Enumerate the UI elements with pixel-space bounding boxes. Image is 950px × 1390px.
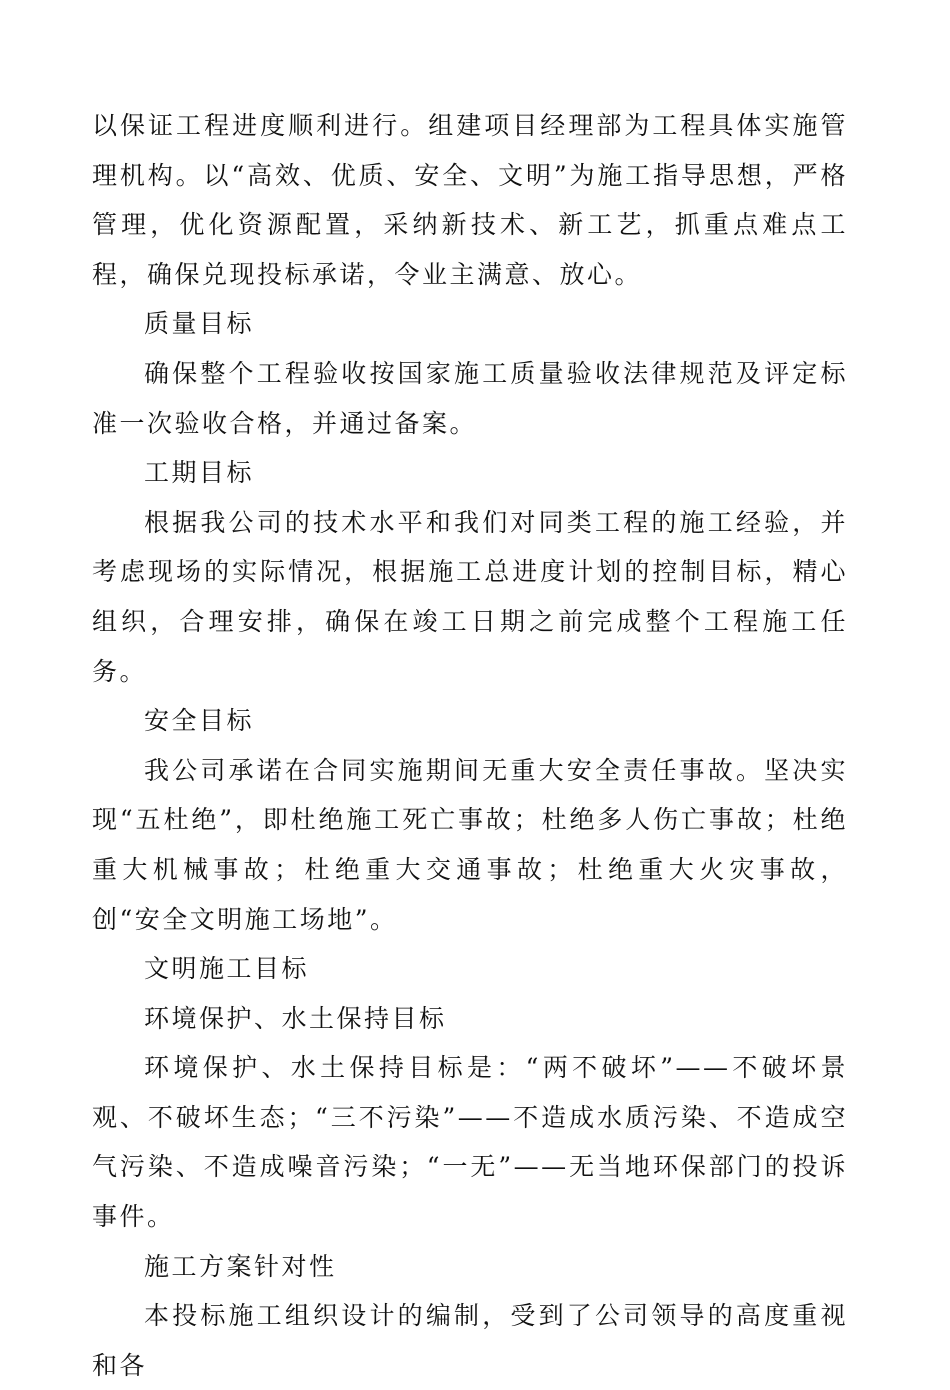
heading-schedule-target: 工期目标 [144, 458, 255, 488]
heading-construction-plan: 施工方案针对性 [144, 1251, 337, 1281]
paragraph-safety-target: 我公司承诺在合同实施期间无重大安全责任事故。坚决实现“五杜绝”，即杜绝施工死亡事故；杜绝多人伤亡事故；杜绝重大机械事故；杜绝重大交通事故；杜绝重大火灾事故，创“安全文明施工场地”。 [92, 755, 848, 934]
heading-environment-target: 环境保护、水土保持目标 [144, 1003, 447, 1033]
paragraph-intro: 以保证工程进度顺利进行。组建项目经理部为工程具体实施管理机构。以“高效、优质、安全、文明”为施工指导思想，严格管理，优化资源配置，采纳新技术、新工艺，抓重点难点工程，确保兑现投标承诺，令业主满意、放心。 [92, 111, 848, 289]
heading-safety-target: 安全目标 [144, 706, 255, 736]
heading-quality-target: 质量目标 [144, 309, 255, 339]
heading-civilized-construction-target: 文明施工目标 [144, 954, 310, 984]
document-body [92, 101, 848, 1390]
paragraph-quality-target: 确保整个工程验收按国家施工质量验收法律规范及评定标准一次验收合格，并通过备案。 [92, 358, 848, 438]
paragraph-construction-plan: 本投标施工组织设计的编制，受到了公司领导的高度重视和各 [92, 1301, 848, 1380]
paragraph-environment-target: 环境保护、水土保持目标是：“两不破坏”——不破坏景观、不破坏生态；“三不污染”——不造成水质污染、不造成空气污染、不造成噪音污染；“一无”——无当地环保部门的投诉事件。 [92, 1053, 848, 1232]
paragraph-schedule-target: 根据我公司的技术水平和我们对同类工程的施工经验，并考虑现场的实际情况，根据施工总进度计划的控制目标，精心组织，合理安排，确保在竣工日期之前完成整个工程施工任务。 [92, 507, 848, 686]
